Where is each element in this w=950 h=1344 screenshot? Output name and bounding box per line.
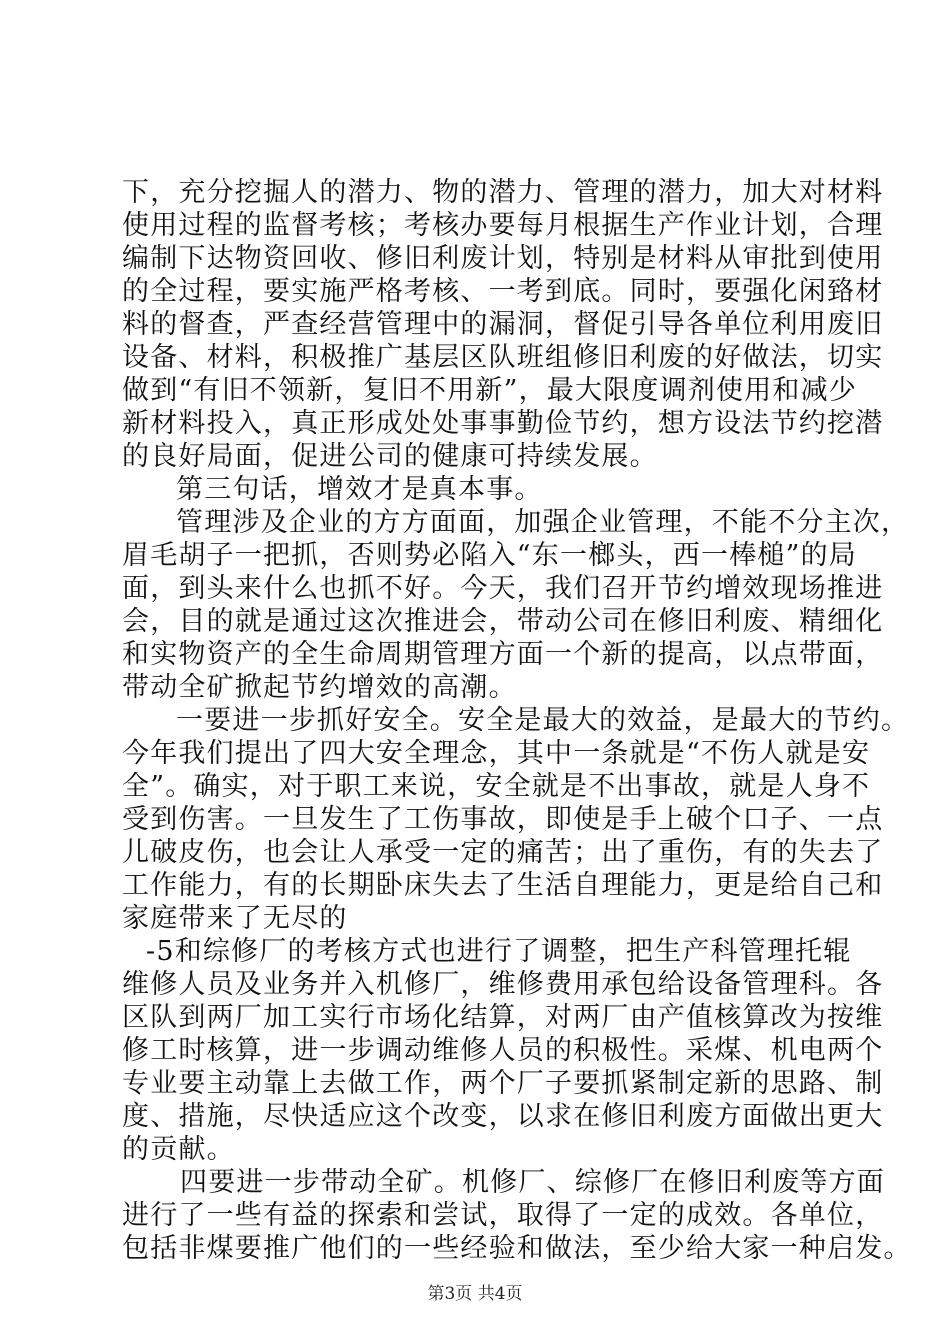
text-line: 带动全矿掀起节约增效的高潮。 [122, 672, 517, 703]
text-line: 专业要主动靠上去做工作，两个厂子要抓紧制定新的思路、制 [122, 1068, 884, 1099]
text-line: 家庭带来了无尽的 [122, 903, 348, 934]
text-line: 管理涉及企业的方方面面，加强企业管理，不能不分主次， [176, 507, 910, 538]
text-line: 做到“有旧不领新，复旧不用新”，最大限度调剂使用和减少 [122, 375, 858, 406]
text-line: 新材料投入，真正形成处处事事勤俭节约，想方设法节约挖潜 [122, 408, 884, 439]
text-line: 和实物资产的全生命周期管理方面一个新的提高，以点带面， [122, 639, 884, 670]
page-footer: 第3页 共4页 [427, 1284, 523, 1304]
text-line: 一要进一步抓好安全。安全是最大的效益，是最大的节约。 [176, 705, 910, 736]
text-line: 儿破皮伤，也会让人承受一定的痛苦；出了重伤，有的失去了 [122, 837, 884, 868]
text-line: 度、措施，尽快适应这个改变，以求在修旧利废方面做出更大 [122, 1101, 884, 1132]
text-line: -5和综修厂的考核方式也进行了调整，把生产科管理托辊 [146, 936, 852, 967]
text-line: 的贡献。 [122, 1134, 235, 1165]
text-line: 料的督查，严查经营管理中的漏洞，督促引导各单位利用废旧 [122, 309, 884, 340]
text-line: 使用过程的监督考核；考核办要每月根据生产作业计划，合理 [122, 210, 884, 241]
text-line: 的全过程，要实施严格考核、一考到底。同时，要强化闲臵材 [122, 276, 884, 307]
text-line: 编制下达物资回收、修旧利废计划，特别是材料从审批到使用 [122, 243, 884, 274]
text-line: 区队到两厂加工实行市场化结算，对两厂由产值核算改为按维 [122, 1002, 884, 1033]
section-heading: 第三句话，增效才是真本事。 [176, 474, 543, 505]
text-line: 面，到头来什么也抓不好。今天，我们召开节约增效现场推进 [122, 573, 884, 604]
text-line: 维修人员及业务并入机修厂，维修费用承包给设备管理科。各 [122, 969, 884, 1000]
text-line: 四要进一步带动全矿。机修厂、综修厂在修旧利废等方面 [180, 1167, 885, 1198]
text-line: 修工时核算，进一步调动维修人员的积极性。采煤、机电两个 [122, 1035, 884, 1066]
text-line: 今年我们提出了四大安全理念，其中一条就是“不伤人就是安 [122, 738, 871, 769]
text-line: 设备、材料，积极推广基层区队班组修旧利废的好做法，切实 [122, 342, 884, 373]
text-line: 的良好局面，促进公司的健康可持续发展。 [122, 441, 658, 472]
text-line: 眉毛胡子一把抓，否则势必陷入“东一榔头，西一棒槌”的局 [122, 540, 858, 571]
text-line: 会，目的就是通过这次推进会，带动公司在修旧利废、精细化 [122, 606, 884, 637]
text-line: 受到伤害。一旦发生了工伤事故，即使是手上破个口子、一点 [122, 804, 884, 835]
text-line: 工作能力，有的长期卧床失去了生活自理能力，更是给自己和 [122, 870, 884, 901]
text-line: 进行了一些有益的探索和尝试，取得了一定的成效。各单位， [122, 1200, 884, 1231]
text-line: 全”。确实，对于职工来说，安全就是不出事故，就是人身不 [122, 771, 871, 802]
text-line: 包括非煤要推广他们的一些经验和做法，至少给大家一种启发。 [122, 1233, 912, 1264]
text-line: 下，充分挖掘人的潜力、物的潜力、管理的潜力，加大对材料 [122, 177, 884, 208]
